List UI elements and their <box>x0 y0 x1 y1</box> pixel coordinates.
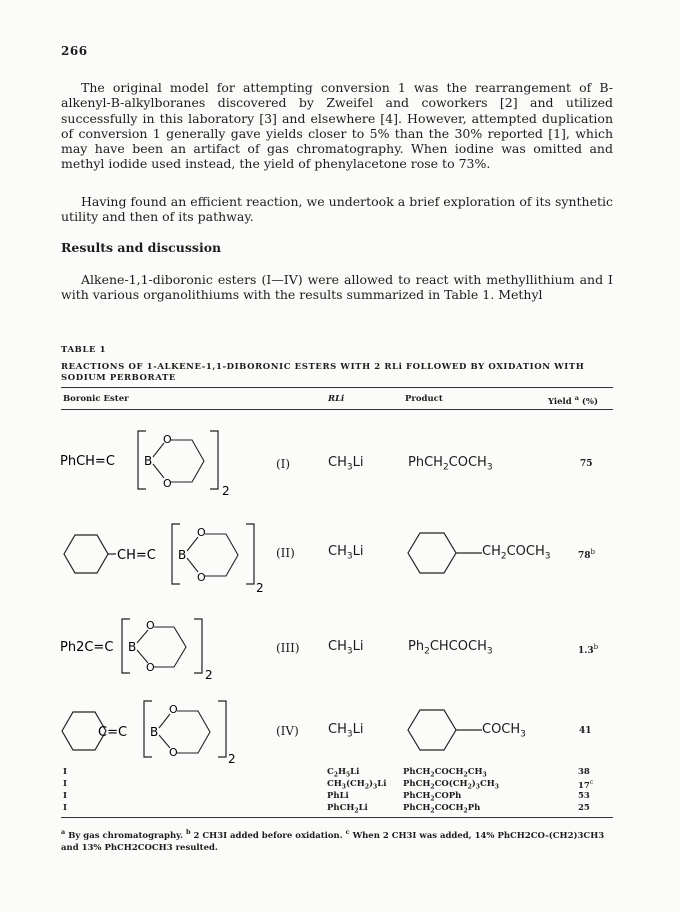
row-2-yield-mark: b <box>590 548 596 556</box>
footnote-a: By gas chromatography. <box>68 830 184 841</box>
yield-label: Yield <box>548 396 572 407</box>
small-row-2-product: $PhCH_2CO(CH_2)_3CH_3$ <box>403 779 499 791</box>
structure-row-2-boron: B <box>178 548 187 562</box>
table-footnotes <box>61 826 613 854</box>
row-3-product: $Ph_2CHCOCH_3$ <box>408 639 493 657</box>
footnote-a-mark: a <box>61 828 66 836</box>
row-1-rli: $CH_3Li$ <box>328 455 364 473</box>
row-4-yield-value: 41 <box>579 726 592 736</box>
structure-row-1-oxygen-bottom: O <box>163 477 172 490</box>
paragraph-1-text: The original model for attempting conversion 1 was the rearrangement of B-alkenyl-B-alkylboranes discovered by Zweifel and coworkers [2] and utilized successfully in this laboratory [3] and elsewhere [4]. However, attempted duplication of conversion 1 generally gave yields closer to 5% than the 30% reported [1], which may have been an artifact of gas chromatography. When iodine was omitted and methyl iodide used instead, the yield of phenylacetone rose to 73%. <box>61 80 613 172</box>
small-row-4-rli: PhCH$_2$Li <box>327 803 368 815</box>
small-row-2-yield-value: 17 <box>578 780 590 791</box>
footnote-c: When 2 CH3I was added, 14% PhCH2CO-(CH2)3CH3 and 13% PhCH2COCH3 resulted. <box>61 830 605 853</box>
row-2-product: $CH_2COCH_3$ <box>482 544 551 562</box>
small-row-1-product: $PhCH_2COCH_2CH_3$ <box>403 767 487 779</box>
column-header-ester: Boronic Ester <box>63 394 129 404</box>
footnote-b-mark: b <box>186 828 191 836</box>
row-3-yield-mark: b <box>593 643 599 651</box>
structure-row-1 <box>60 423 250 498</box>
column-header-yield <box>548 394 598 407</box>
footnote-c-mark: c <box>345 828 350 836</box>
footnote-b: 2 CH3I added before oxidation. <box>193 830 343 841</box>
table-number: TABLE 1 <box>61 345 107 355</box>
paragraph-2-text: Having found an efficient reaction, we undertook a brief exploration of its synthetic utility and then of its pathway. <box>61 194 613 225</box>
structure-row-2 <box>60 518 270 596</box>
row-2-yield <box>578 548 595 561</box>
small-row-4-product: $PhCH_2COCH_2Ph$ <box>403 803 481 815</box>
structure-row-1-prefix: PhCH=C <box>60 454 115 469</box>
table-title: REACTIONS OF 1-ALKENE-1,1-DIBORONIC ESTERS WITH 2 RLi FOLLOWED BY OXIDATION WITH SODIUM PERBORATE <box>61 362 585 383</box>
structure-row-1-boron: B <box>144 454 153 468</box>
row-3-yield-value: 1.3 <box>578 646 594 656</box>
structure-row-4-boron: B <box>150 725 159 739</box>
row-3-label: (III) <box>276 641 300 655</box>
row-2-rli: $CH_3Li$ <box>328 544 364 562</box>
page-number: 266 <box>61 44 88 58</box>
paragraph-3 <box>61 272 613 303</box>
structure-row-3-oxygen-top: O <box>146 619 155 632</box>
product-row-2-ring <box>404 530 484 576</box>
small-row-1-ester: I <box>63 767 67 777</box>
paragraph-1 <box>61 80 613 172</box>
row-4-label: (IV) <box>276 724 299 738</box>
yield-unit: (%) <box>581 396 599 407</box>
table-header-rule <box>61 409 613 410</box>
small-row-3-rli: PhLi <box>327 791 349 801</box>
structure-row-3-prefix: Ph2C=C <box>60 640 114 655</box>
structure-row-2-oxygen-bottom: O <box>197 571 206 584</box>
small-row-3-yield: 53 <box>578 791 590 801</box>
column-header-rli: RLi <box>328 394 345 404</box>
row-4-rli: $CH_3Li$ <box>328 722 364 740</box>
structure-row-4 <box>60 695 250 765</box>
structure-row-1-oxygen-top: O <box>163 433 172 446</box>
small-row-3-product: PhCH$_2$COPh <box>403 791 462 803</box>
row-3-rli: $CH_3Li$ <box>328 639 364 657</box>
small-row-2-ester: I <box>63 779 67 789</box>
structure-row-2-subscript: 2 <box>256 581 264 595</box>
row-2-label: (II) <box>276 546 295 560</box>
structure-row-4-oxygen-top: O <box>169 703 178 716</box>
small-row-4-yield: 25 <box>578 803 590 813</box>
structure-row-1-subscript: 2 <box>222 484 230 498</box>
small-row-2-yield-mark: c <box>589 779 594 786</box>
structure-row-3-oxygen-bottom: O <box>146 661 155 674</box>
structure-row-3-boron: B <box>128 640 137 654</box>
small-row-2-rli: $CH_3(CH_2)_3Li$ <box>327 779 387 791</box>
row-3-yield <box>578 643 598 656</box>
row-1-label: (I) <box>276 457 291 471</box>
yield-footnote-mark: a <box>574 394 579 402</box>
paragraph-3-text: Alkene-1,1-diboronic esters (I—IV) were allowed to react with methyllithium and I with various organolithiums with the results summarized in Table 1. Methyl <box>61 272 613 303</box>
small-row-2-yield <box>578 779 593 791</box>
row-1-yield <box>580 459 593 469</box>
structure-row-2-oxygen-top: O <box>197 526 206 539</box>
row-4-product: $COCH_3$ <box>482 722 526 740</box>
small-row-4-ester: I <box>63 803 67 813</box>
small-row-1-yield: 38 <box>578 767 590 777</box>
structure-row-4-oxygen-bottom: O <box>169 746 178 759</box>
row-1-product: $PhCH_2COCH_3$ <box>408 455 493 473</box>
table-bottom-rule <box>61 817 613 818</box>
row-4-yield <box>579 726 592 736</box>
table-top-rule <box>61 387 613 388</box>
structure-row-3-subscript: 2 <box>205 668 213 682</box>
section-heading: Results and discussion <box>61 240 222 255</box>
small-row-1-rli: $C_2H_5Li$ <box>327 767 360 779</box>
structure-row-4-subscript: 2 <box>228 752 236 765</box>
structure-row-3 <box>60 613 230 683</box>
structure-row-2-prefix: CH=C <box>117 548 156 563</box>
structure-row-4-prefix: C=C <box>98 725 128 740</box>
product-row-4-ring <box>404 707 484 753</box>
row-2-yield-value: 78 <box>578 551 591 561</box>
row-1-yield-value: 75 <box>580 459 593 469</box>
column-header-product: Product <box>405 394 443 404</box>
paragraph-2 <box>61 194 613 225</box>
small-row-3-ester: I <box>63 791 67 801</box>
